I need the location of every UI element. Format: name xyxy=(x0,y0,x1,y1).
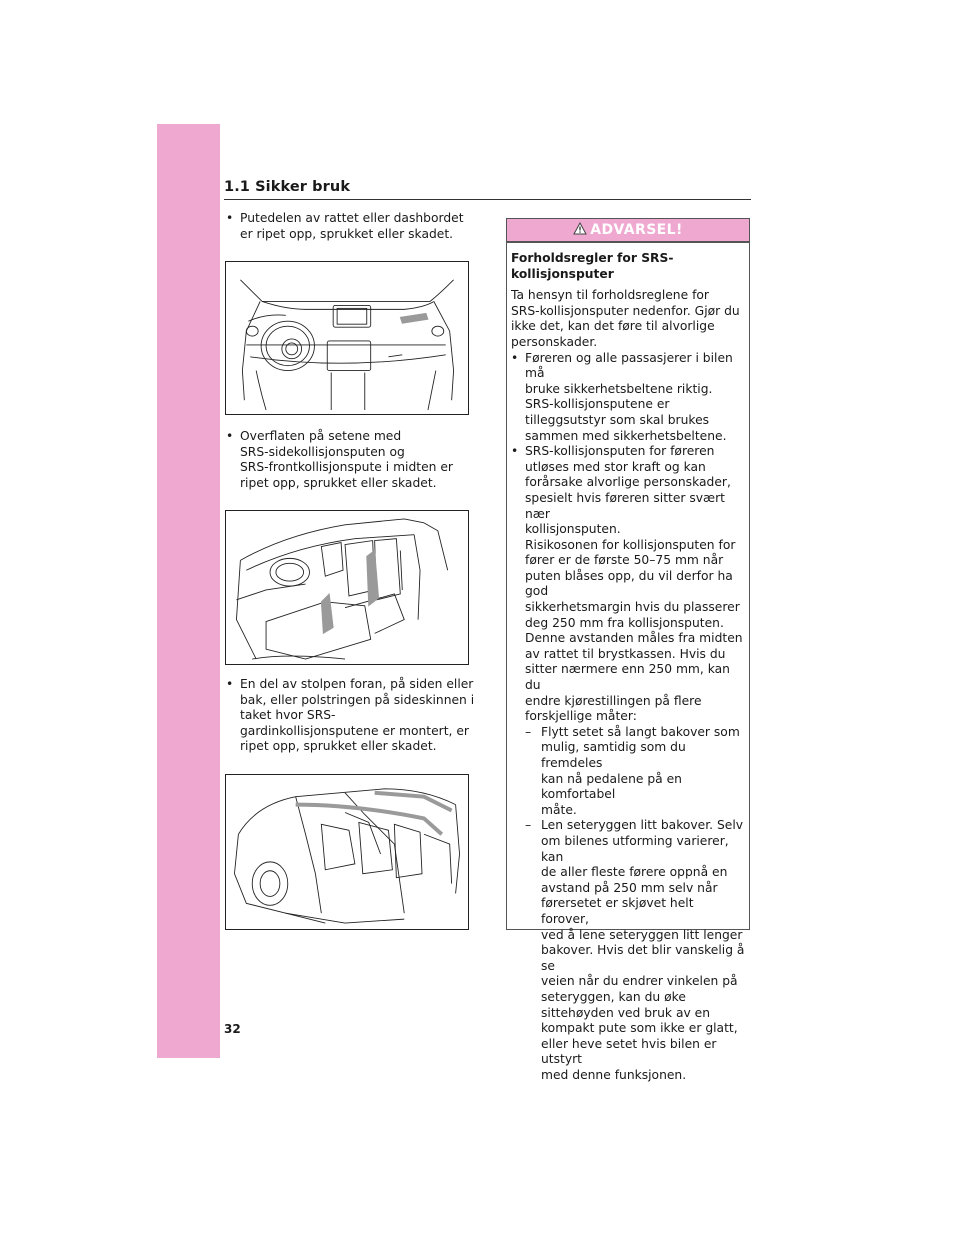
warning-list xyxy=(511,351,745,1084)
warning-heading: Forholdsregler for SRS- kollisjonsputer xyxy=(511,251,674,281)
bullet-text: En del av stolpen foran, på siden eller bak, eller polstringen på sideskinnen i taket hvor SRS- gardinkollisjonsputene er montert, er ripet opp, sprukket eller skadet. xyxy=(240,677,475,754)
warning-title: ADVARSEL! xyxy=(590,222,683,238)
warning-sub-item-text: Flytt setet så langt bakover som mulig, samtidig som du fremdeles kan nå pedalene på en komfortabel måte. xyxy=(541,724,740,817)
seat-airbag-illustration xyxy=(225,510,469,665)
warning-item-text: SRS-kollisjonsputen for føreren utløses med stor kraft og kan forårsake alvorlige personskader, spesielt hvis føreren sitter svært nær kollisjonsputen. xyxy=(525,444,731,537)
warning-item-continuation: Risikosonen for kollisjonsputen for fører er de første 50–75 mm når puten blåses opp, du vil derfor ha god sikkerhetsmargin hvis du plasserer deg 250 mm fra kollisjonsputen. Denne avstanden måles fra midten av rattet til brystkassen. Hvis du sitter nærmere enn 250 mm, kan du endre kjørestillingen på flere forskjellige måter: xyxy=(525,537,743,724)
warning-triangle-icon xyxy=(573,222,587,239)
warning-sub-item-text: Len seteryggen litt bakover. Selv om bilenes utforming varierer, kan de aller fleste førere oppnå en avstand på 250 mm selv når førersetet er skjøvet helt forover, ved å lene seteryggen litt lenger bakover. Hvis det blir vanskelig å se veien når du endrer vinkelen på seteryggen, kan du øke sittehøyden ved bruk av en kompakt pute som ikke er glatt, eller heve setet hvis bilen er utstyrt med denne funksjonen. xyxy=(541,818,745,1082)
warning-box xyxy=(506,218,750,1082)
bullet-text: Putedelen av rattet eller dashbordet er ripet opp, sprukket eller skadet. xyxy=(240,211,464,241)
bullet-seat-surface xyxy=(226,429,486,491)
bullet-pillar-padding xyxy=(226,677,486,755)
bullet-dot: • xyxy=(511,444,519,459)
bullet-steering-dashboard xyxy=(226,211,486,242)
warning-header xyxy=(507,219,749,243)
bullet-dot: • xyxy=(226,211,234,225)
section-rule xyxy=(224,199,751,200)
chapter-side-tab xyxy=(157,124,220,1058)
warning-intro: Ta hensyn til forholdsreglene for SRS-kollisjonsputer nedenfor. Gjør du ikke det, kan det føre til alvorlige personskader. xyxy=(511,288,740,349)
dash-marker: – xyxy=(525,818,532,833)
dashboard-illustration xyxy=(225,261,469,415)
warning-sub-item xyxy=(511,818,745,1083)
section-title: 1.1 Sikker bruk xyxy=(224,179,351,195)
warning-item xyxy=(511,444,745,538)
warning-sub-item xyxy=(511,725,745,819)
bullet-dot: • xyxy=(226,677,234,691)
dash-marker: – xyxy=(525,724,532,739)
bullet-text: Overflaten på setene med SRS-sidekollisjonsputen og SRS-frontkollisjonspute i midten er ripet opp, sprukket eller skadet. xyxy=(240,429,453,490)
warning-item-text: Føreren og alle passasjerer i bilen må bruke sikkerhetsbeltene riktig. SRS-kollisjonsputene er tilleggsutstyr som skal brukes sammen med sikkerhetsbeltene. xyxy=(525,350,733,443)
curtain-airbag-illustration xyxy=(225,774,469,930)
page-number: 32 xyxy=(224,1022,241,1036)
bullet-dot: • xyxy=(511,350,519,365)
bullet-dot: • xyxy=(226,429,234,443)
warning-item xyxy=(511,351,745,445)
